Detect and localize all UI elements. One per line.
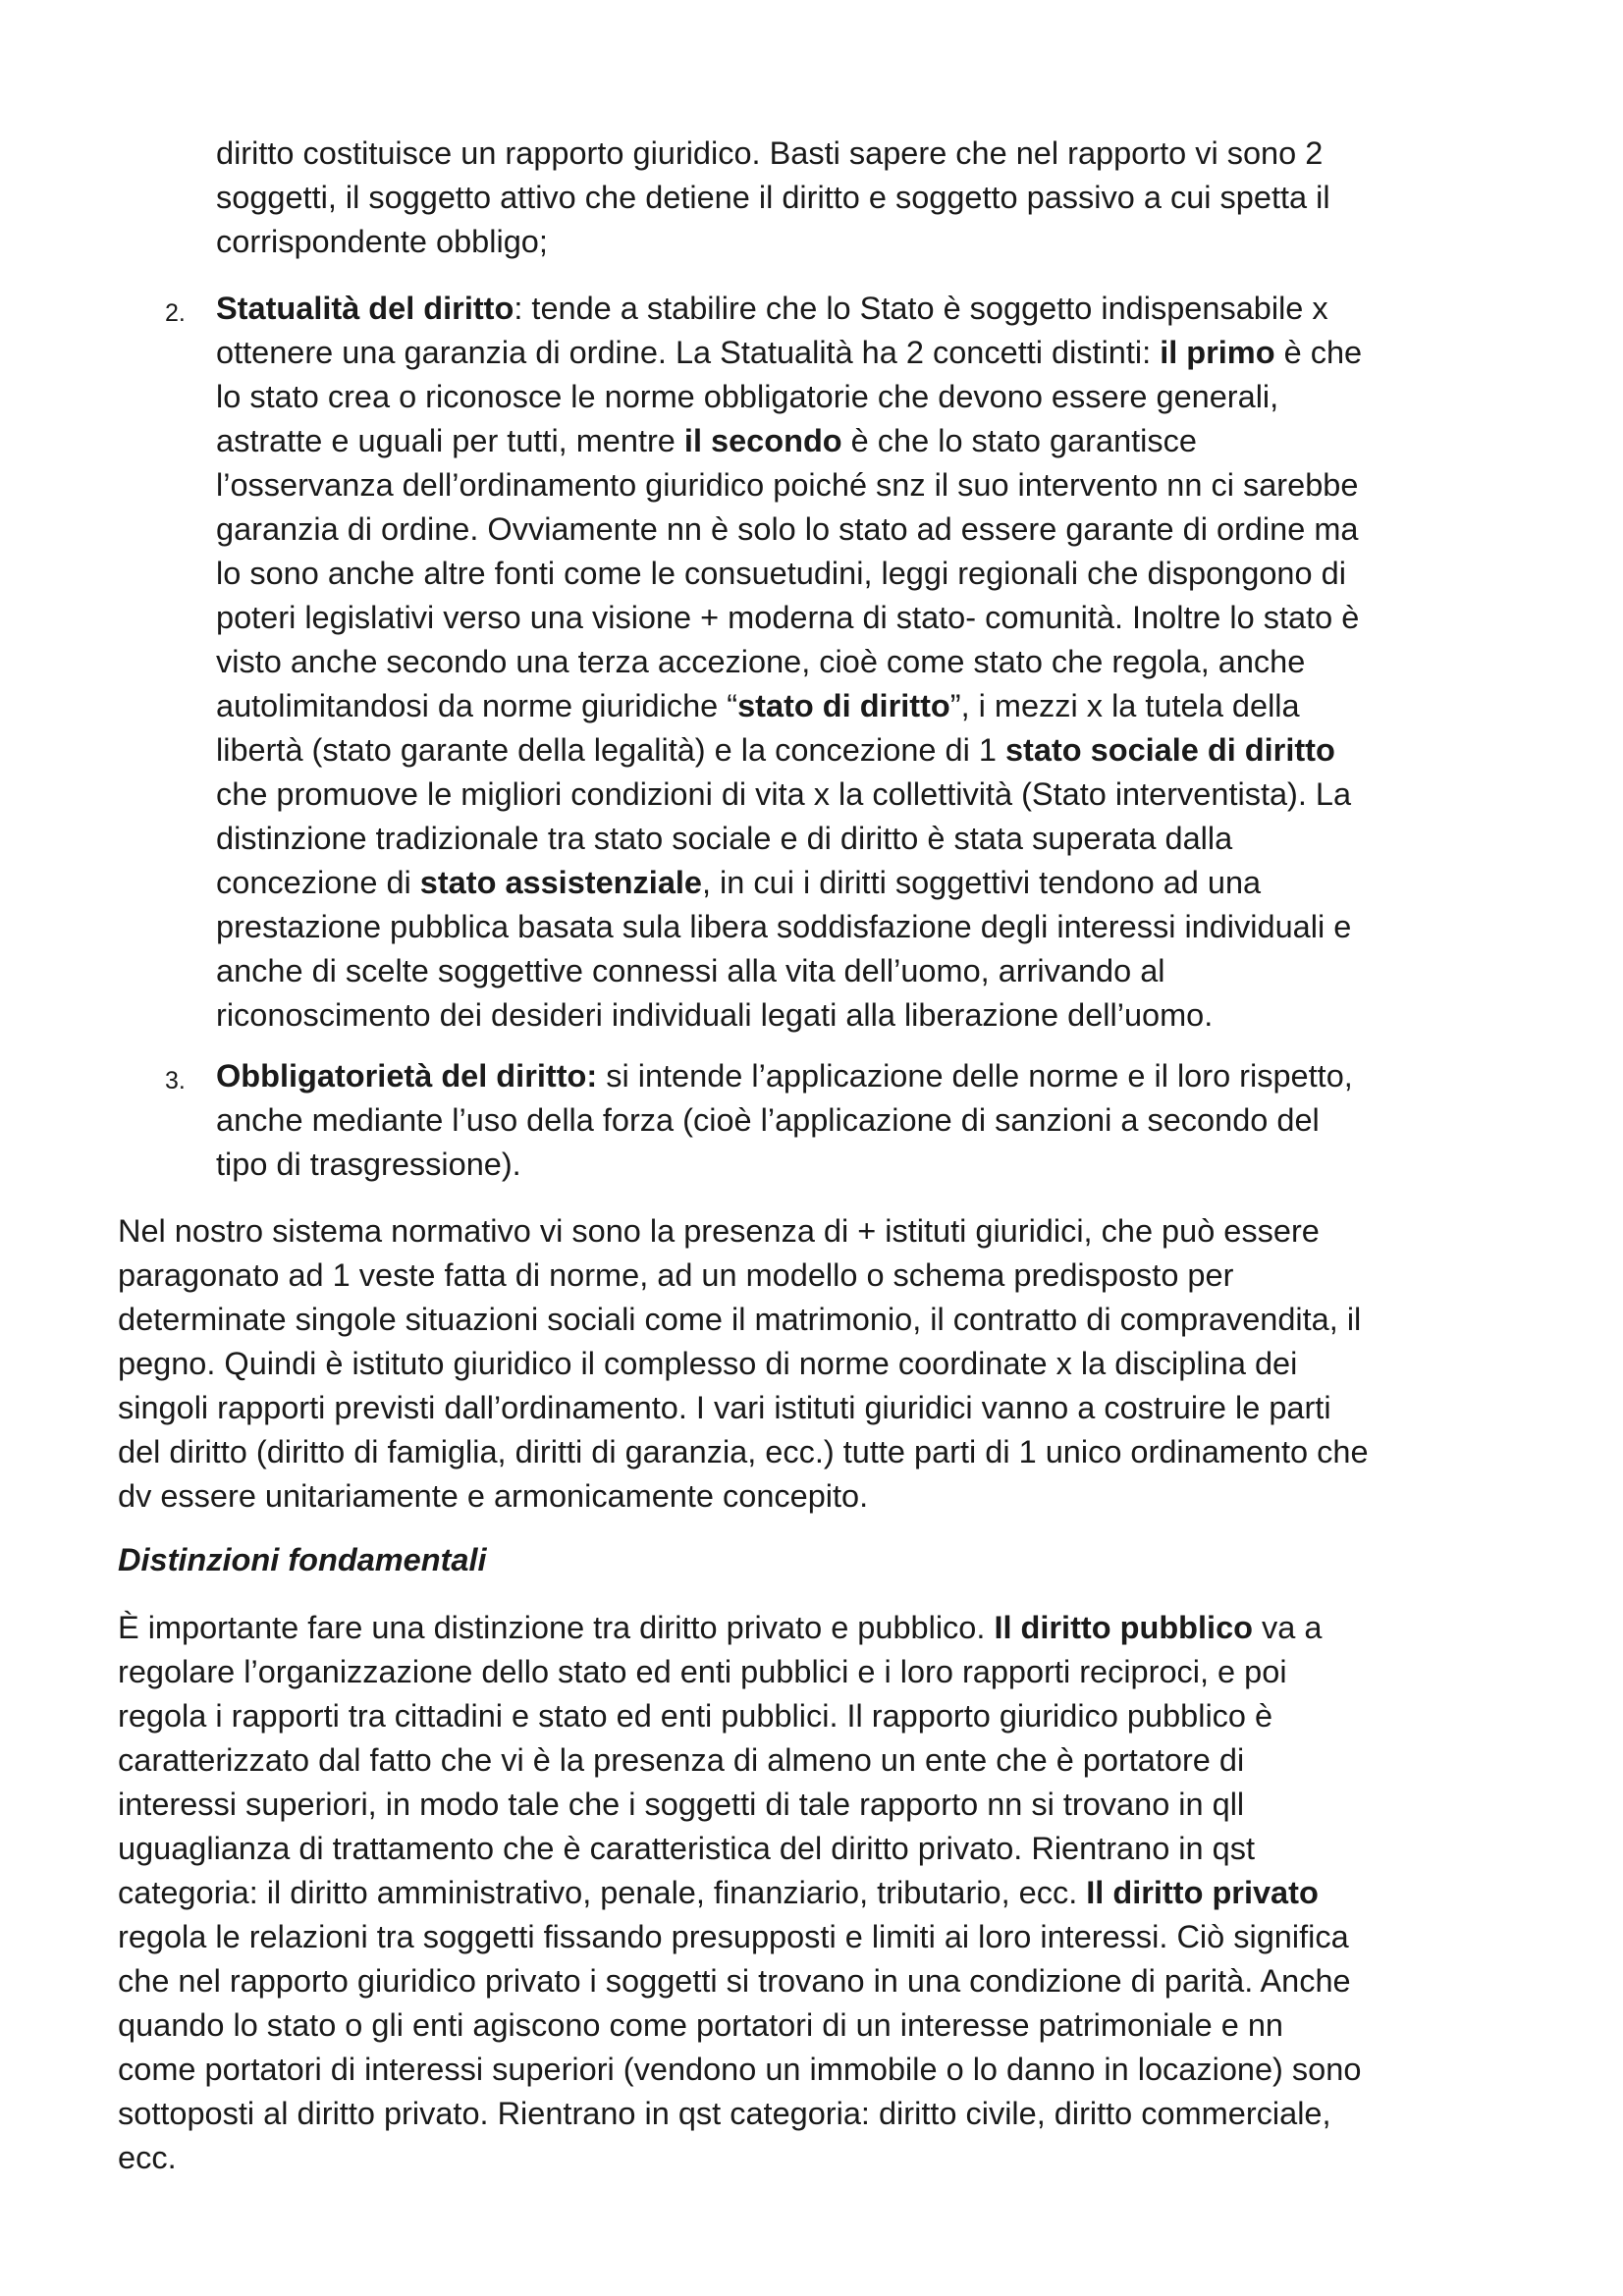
paragraph-distinzioni <box>118 1606 1527 2180</box>
text-line: anche di scelte soggettive connessi alla vita dell’uomo, arrivando al <box>216 953 1165 988</box>
text-line: l’osservanza dell’ordinamento giuridico poiché snz il suo intervento nn ci sarebbe <box>216 467 1359 503</box>
bold-term: Il diritto pubblico <box>994 1610 1254 1645</box>
paragraph-istituti <box>118 1209 1527 1519</box>
text-line: poteri legislativi verso una visione + moderna di stato- comunità. Inoltre lo stato è <box>216 600 1360 635</box>
text-line: uguaglianza di trattamento che è caratteristica del diritto privato. Rientrano in qst <box>118 1831 1255 1866</box>
text-line: caratterizzato dal fatto che vi è la presenza di almeno un ente che è portatore di <box>118 1742 1245 1778</box>
list-number-3: 3. <box>165 1067 186 1095</box>
text-line: garanzia di ordine. Ovviamente nn è solo lo stato ad essere garante di ordine ma <box>216 511 1359 547</box>
text-line: prestazione pubblica basata sula libera soddisfazione degli interessi individuali e <box>216 909 1352 944</box>
text-line: dv essere unitariamente e armonicamente concepito. <box>118 1478 869 1514</box>
text-line: come portatori di interessi superiori (vendono un immobile o lo danno in locazione) sono <box>118 2052 1362 2087</box>
text-line: interessi superiori, in modo tale che i soggetti di tale rapporto nn si trovano in qll <box>118 1787 1245 1822</box>
text-line <box>216 287 1522 331</box>
text-line: quando lo stato o gli enti agiscono come portatori di un interesse patrimoniale e nn <box>118 2007 1283 2043</box>
bold-term: Il diritto privato <box>1086 1875 1319 1910</box>
text-line <box>216 861 1522 905</box>
text-line: anche mediante l’uso della forza (cioè l’applicazione di sanzioni a secondo del <box>216 1102 1320 1138</box>
text-span: concezione di <box>216 865 420 900</box>
text-line: tipo di trasgressione). <box>216 1147 521 1182</box>
section-heading: Distinzioni fondamentali <box>118 1542 487 1577</box>
bold-term: Obbligatorietà del diritto: <box>216 1058 598 1094</box>
text-line: Nel nostro sistema normativo vi sono la presenza di + istituti giuridici, che può essere <box>118 1213 1320 1249</box>
text-span: È importante fare una distinzione tra diritto privato e pubblico. <box>118 1610 995 1645</box>
text-span: è che <box>1274 335 1363 370</box>
bold-term: Statualità del diritto <box>216 291 514 326</box>
text-line: riconoscimento dei desideri individuali legati alla liberazione dell’uomo. <box>216 997 1214 1033</box>
text-line: regolare l’organizzazione dello stato ed enti pubblici e i loro rapporti reciproci, e poi <box>118 1654 1287 1689</box>
text-line <box>118 1871 1527 1915</box>
text-line: del diritto (diritto di famiglia, diritti di garanzia, ecc.) tutte parti di 1 unico ordinamento che <box>118 1434 1369 1469</box>
text-line: che nel rapporto giuridico privato i soggetti si trovano in una condizione di parità. Anche <box>118 1963 1351 1999</box>
text-line <box>216 419 1522 463</box>
text-line: lo sono anche altre fonti come le consuetudini, leggi regionali che dispongono di <box>216 556 1346 591</box>
text-line: regola le relazioni tra soggetti fissando presupposti e limiti ai loro interessi. Ciò significa <box>118 1919 1349 1954</box>
text-line: lo stato crea o riconosce le norme obbligatorie che devono essere generali, <box>216 379 1279 414</box>
text-line: ecc. <box>118 2140 177 2175</box>
bold-term: il secondo <box>683 423 842 458</box>
text-span: è che lo stato garantisce <box>841 423 1197 458</box>
bold-term: stato di diritto <box>737 688 950 723</box>
text-span: categoria: il diritto amministrativo, penale, finanziario, tributario, ecc. <box>118 1875 1087 1910</box>
text-span: astratte e uguali per tutti, mentre <box>216 423 684 458</box>
text-span: autolimitandosi da norme giuridiche “ <box>216 688 738 723</box>
bold-term: stato sociale di diritto <box>1004 732 1335 768</box>
text-line: determinate singole situazioni sociali come il matrimonio, il contratto di compravendita, il <box>118 1302 1362 1337</box>
text-line: visto anche secondo una terza accezione, cioè come stato che regola, anche <box>216 644 1306 679</box>
text-line <box>216 684 1522 728</box>
text-span: , in cui i diritti soggettivi tendono ad una <box>702 865 1262 900</box>
list-item-statualita <box>216 287 1522 1038</box>
text-line: pegno. Quindi è istituto giuridico il complesso di norme coordinate x la disciplina dei <box>118 1346 1298 1381</box>
text-line: soggetti, il soggetto attivo che detiene il diritto e soggetto passivo a cui spetta il <box>216 180 1330 215</box>
item-1-continuation <box>216 132 1522 264</box>
list-number-2: 2. <box>165 299 186 327</box>
bold-term: stato assistenziale <box>419 865 702 900</box>
text-line: corrispondente obbligo; <box>216 224 548 259</box>
text-span: ottenere una garanzia di ordine. La Statualità ha 2 concetti distinti: <box>216 335 1161 370</box>
text-span: libertà (stato garante della legalità) e la concezione di 1 <box>216 732 1005 768</box>
text-span: si intende l’applicazione delle norme e il loro rispetto, <box>597 1058 1353 1094</box>
text-line <box>216 331 1522 375</box>
bold-term: il primo <box>1160 335 1275 370</box>
text-span: ”, i mezzi x la tutela della <box>949 688 1300 723</box>
text-line <box>216 1054 1522 1098</box>
text-line <box>216 728 1522 773</box>
text-line <box>118 1606 1527 1650</box>
text-line: sottoposti al diritto privato. Rientrano in qst categoria: diritto civile, diritto commerciale, <box>118 2096 1331 2131</box>
text-span: va a <box>1253 1610 1323 1645</box>
text-span: : tende a stabilire che lo Stato è soggetto indispensabile x <box>514 291 1328 326</box>
text-line: che promuove le migliori condizioni di vita x la collettività (Stato interventista). La <box>216 776 1352 812</box>
text-line: diritto costituisce un rapporto giuridico. Basti sapere che nel rapporto vi sono 2 <box>216 135 1324 171</box>
text-line: regola i rapporti tra cittadini e stato ed enti pubblici. Il rapporto giuridico pubblico è <box>118 1698 1273 1734</box>
text-line: singoli rapporti previsti dall’ordinamento. I vari istituti giuridici vanno a costruire le parti <box>118 1390 1331 1425</box>
text-line: paragonato ad 1 veste fatta di norme, ad un modello o schema predisposto per <box>118 1257 1234 1293</box>
text-line: distinzione tradizionale tra stato sociale e di diritto è stata superata dalla <box>216 821 1233 856</box>
list-item-obbligatorieta <box>216 1054 1522 1187</box>
